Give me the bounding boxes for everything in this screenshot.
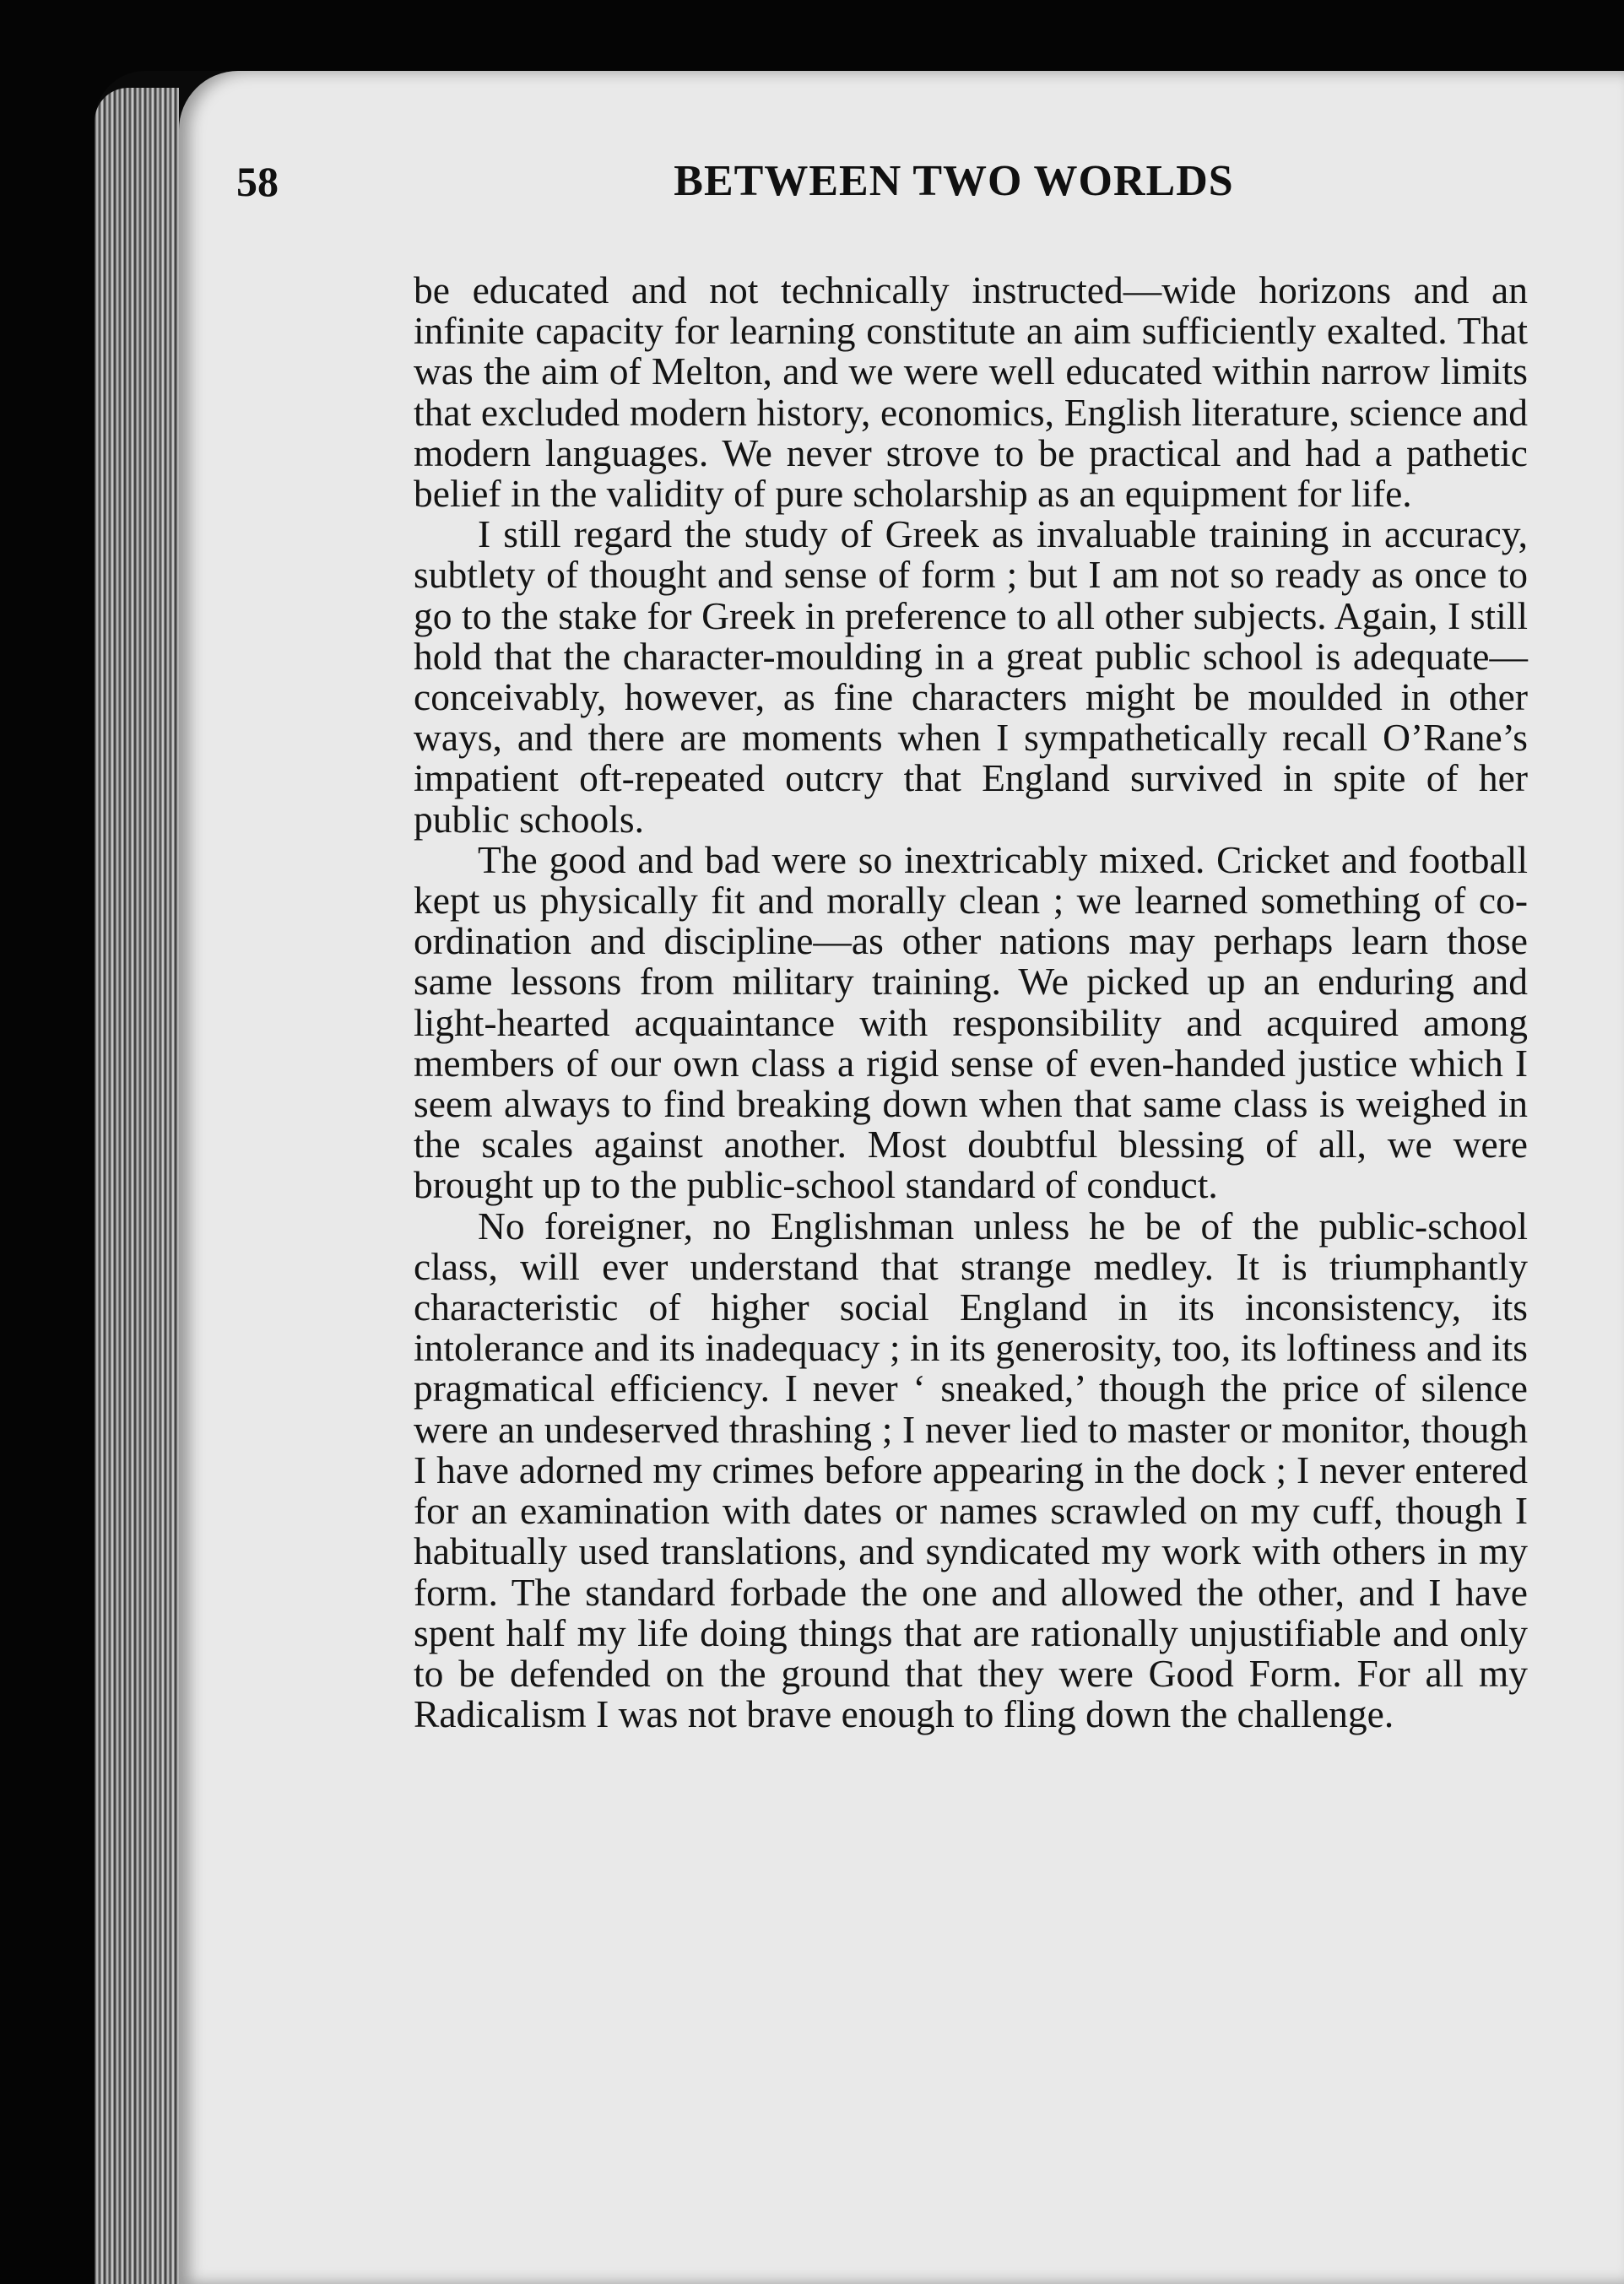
paragraph: I still regard the study of Greek as invaluable training in accuracy, subtlety of thought and sense of form ; but I am not so ready as once to go to the stake for Greek in preference to all other subjects. Again, I still hold that the character-moulding in a great public school is adequate—conceivably, however, as fine characters might be moulded in other ways, and there are moments when I sympathetically recall O’Rane’s impatient oft-repeated outcry that England survived in spite of her public schools. xyxy=(414,512,1528,841)
paragraph: be educated and not technically instructed—wide horizons and an infinite capacity for learning constitute an aim sufficiently exalted. That was the aim of Melton, and we were well educated within narrow limits that excluded modern history, economics, English literature, science and modern languages. We never strove to be practical and had a pathetic belief in the validity of pure scholarship as an equipment for life. xyxy=(414,268,1528,516)
page-number: 58 xyxy=(236,158,279,205)
running-head: BETWEEN TWO WORLDS xyxy=(674,157,1234,205)
body-text xyxy=(414,270,1528,1735)
page-edges xyxy=(95,88,179,2284)
paragraph: No foreigner, no Englishman unless he be of the public-school class, will ever understand that strange medley. It is triumphantly characteristic of higher social England in its inconsistency, its intolerance and its inadequacy ; in its generosity, too, its loftiness and its pragmatical efficiency. I never ‘ sneaked,’ though the price of silence were an undeserved thrashing ; I never lied to master or monitor, though I have adorned my crimes before appearing in the dock ; I never entered for an examination with dates or names scrawled on my cuff, though I habitually used translations, and syndicated my work with others in my form. The standard forbade the one and allowed the other, and I have spent half my life doing things that are rationally unjustifiable and only to be defended on the ground that they were Good Form. For all my Radicalism I was not brave enough to fling down the challenge. xyxy=(414,1204,1528,1736)
paragraph: The good and bad were so inextricably mixed. Cricket and football kept us physically fit and morally clean ; we learned something of co-ordination and discipline—as other nations may perhaps learn those same lessons from military training. We picked up an enduring and light-hearted acquaintance with responsibility and acquired among members of our own class a rigid sense of even-handed justice which I seem always to find breaking down when that same class is weighed in the scales against another. Most doubtful blessing of all, we were brought up to the public-school standard of conduct. xyxy=(414,837,1528,1207)
page-header xyxy=(236,135,1502,228)
